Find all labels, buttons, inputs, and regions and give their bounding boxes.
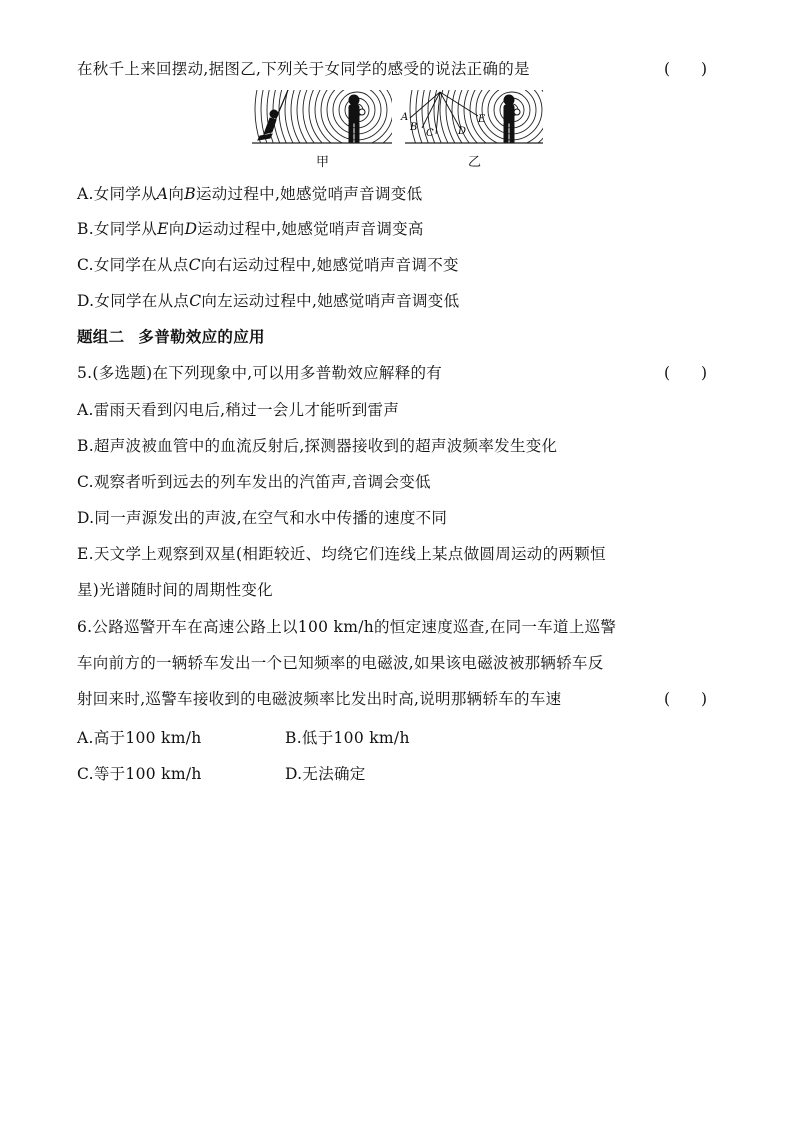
- q6-answer-bracket: ( ): [664, 690, 708, 708]
- q4-option-d: D.女同学在从点C向左运动过程中,她感觉哨声音调变低: [77, 292, 460, 310]
- q4-option-a: A.女同学从A向B运动过程中,她感觉哨声音调变低: [77, 185, 423, 203]
- point-label-e: E: [478, 114, 486, 125]
- figure-caption-right: 乙: [468, 155, 482, 170]
- q4-stem: 在秋千上来回摆动,据图乙,下列关于女同学的感受的说法正确的是: [77, 60, 530, 78]
- q6-option-c: C.等于100 km/h: [77, 765, 202, 783]
- q5-stem: 5.(多选题)在下列现象中,可以用多普勒效应解释的有: [77, 364, 443, 382]
- q5-option-e: E.天文学上观察到双星(相距较近、均绕它们连线上某点做圆周运动的两颗恒: [77, 545, 606, 563]
- swing-figure: [250, 90, 545, 172]
- q6-stem-line2: 车向前方的一辆轿车发出一个已知频率的电磁波,如果该电磁波被那辆轿车反: [77, 654, 604, 672]
- q6-option-d: D.无法确定: [285, 765, 366, 783]
- q5-option-b: B.超声波被血管中的血流反射后,探测器接收到的超声波频率发生变化: [77, 437, 558, 455]
- figure-caption-left: 甲: [316, 155, 330, 170]
- q6-stem-line3: 射回来时,巡警车接收到的电磁波频率比发出时高,说明那辆轿车的车速: [77, 690, 562, 708]
- q6-stem-line1: 6.公路巡警开车在高速公路上以100 km/h的恒定速度巡查,在同一车道上巡警: [77, 618, 617, 636]
- q4-answer-bracket: ( ): [664, 60, 708, 78]
- point-label-b: B: [410, 122, 418, 133]
- q6-option-a: A.高于100 km/h: [77, 729, 202, 747]
- whistler-right: [504, 95, 520, 142]
- q6-option-b: B.低于100 km/h: [285, 729, 410, 747]
- q5-option-e-cont: 星)光谱随时间的周期性变化: [77, 581, 273, 599]
- q5-answer-bracket: ( ): [664, 364, 708, 382]
- group-heading: 题组二 多普勒效应的应用: [77, 328, 265, 346]
- q4-option-c: C.女同学在从点C向右运动过程中,她感觉哨声音调不变: [77, 256, 459, 274]
- q5-option-a: A.雷雨天看到闪电后,稍过一会儿才能听到雷声: [77, 401, 400, 419]
- point-label-a: A: [401, 112, 409, 123]
- q5-option-d: D.同一声源发出的声波,在空气和水中传播的速度不同: [77, 509, 448, 527]
- whistler-left: [349, 95, 365, 142]
- q4-option-b: B.女同学从E向D运动过程中,她感觉哨声音调变高: [77, 220, 424, 238]
- swing-diagram: [250, 90, 545, 172]
- q5-option-c: C.观察者听到远去的列车发出的汽笛声,音调会变低: [77, 473, 431, 491]
- girl-on-swing-left: [258, 90, 288, 140]
- point-label-c: C: [426, 128, 434, 139]
- point-label-d: D: [458, 126, 467, 137]
